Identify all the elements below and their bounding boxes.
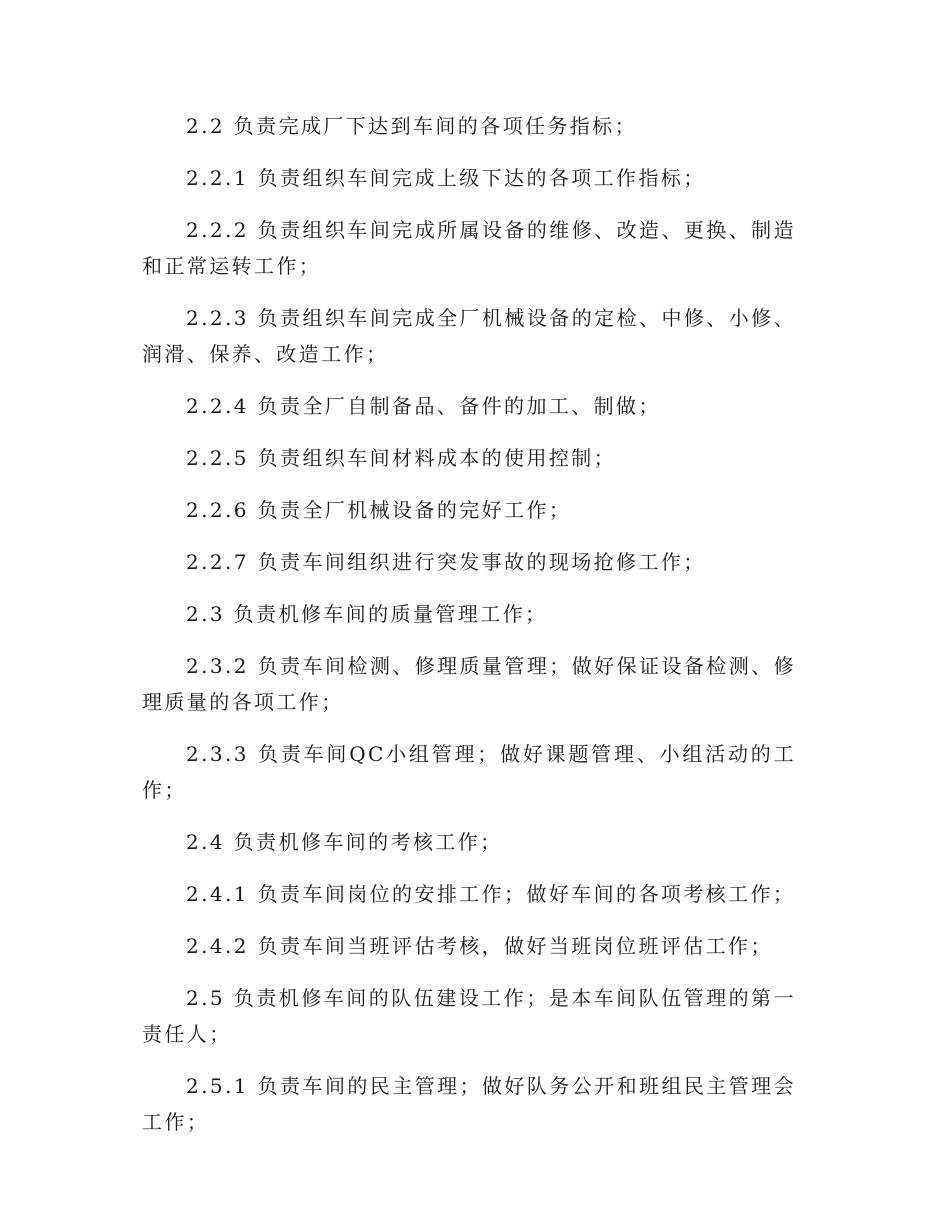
paragraph-2-2-4: 2.2.4 负责全厂自制备品、备件的加工、制做； <box>186 394 661 418</box>
paragraph-2-2-2: 2.2.2 负责组织车间完成所属设备的维修、改造、更换、制造和正常运转工作； <box>142 218 796 278</box>
paragraph-2-2-1: 2.2.1 负责组织车间完成上级下达的各项工作指标； <box>186 166 706 190</box>
paragraph-2-4-2: 2.4.2 负责车间当班评估考核，做好当班岗位班评估工作； <box>186 934 773 958</box>
paragraph-2-5-1: 2.5.1 负责车间的民主管理；做好队务公开和班组民主管理会工作； <box>142 1074 796 1134</box>
paragraph-2-3: 2.3 负责机修车间的质量管理工作； <box>186 602 548 626</box>
document-body <box>142 108 796 1156</box>
paragraph-2-4-1: 2.4.1 负责车间岗位的安排工作；做好车间的各项考核工作； <box>186 882 796 906</box>
paragraph-2-3-3: 2.3.3 负责车间QC小组管理；做好课题管理、小组活动的工作； <box>142 742 796 802</box>
paragraph-2-2-7: 2.2.7 负责车间组织进行突发事故的现场抢修工作； <box>186 550 706 574</box>
paragraph-2-2-3: 2.2.3 负责组织车间完成全厂机械设备的定检、中修、小修、润滑、保养、改造工作； <box>142 306 796 366</box>
paragraph-2-2: 2.2 负责完成厂下达到车间的各项任务指标； <box>186 114 637 138</box>
paragraph-2-5: 2.5 负责机修车间的队伍建设工作；是本车间队伍管理的第一责任人； <box>142 986 796 1046</box>
paragraph-2-2-5: 2.2.5 负责组织车间材料成本的使用控制； <box>186 446 617 470</box>
paragraph-2-2-6: 2.2.6 负责全厂机械设备的完好工作； <box>186 498 572 522</box>
paragraph-2-4: 2.4 负责机修车间的考核工作； <box>186 830 503 854</box>
paragraph-2-3-2: 2.3.2 负责车间检测、修理质量管理；做好保证设备检测、修理质量的各项工作； <box>142 654 796 714</box>
